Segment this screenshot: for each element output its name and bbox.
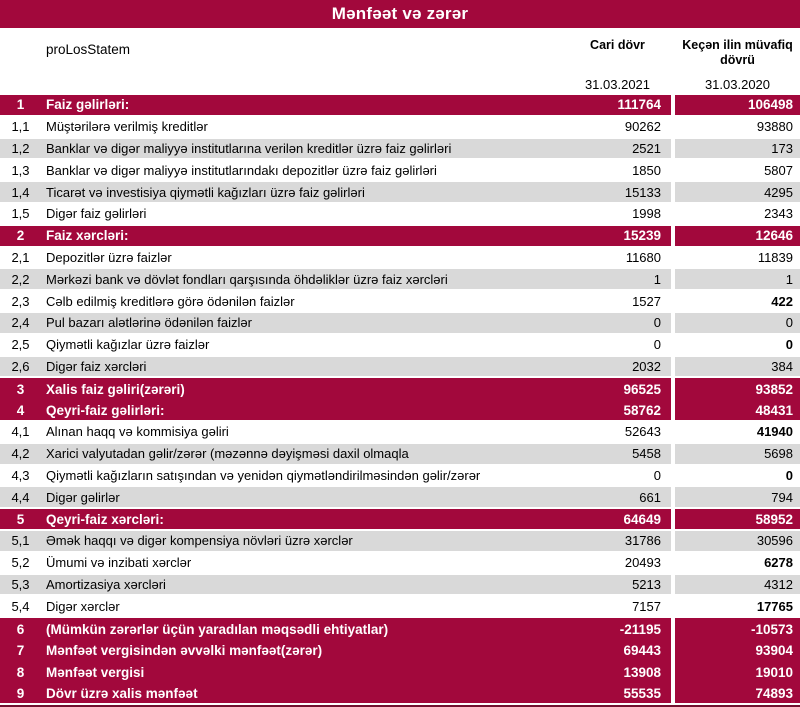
row-label: Digər faiz gəlirləri [46,206,147,222]
row-label: Qeyri-faiz gəlirləri: [46,402,165,418]
section-row [0,226,800,246]
row-label: Pul bazarı alətlərinə ödənilən faizlər [46,315,252,331]
table-row [0,466,800,486]
row-number: 7 [16,643,25,659]
section-row [0,684,800,704]
row-number: 1,2 [11,140,30,156]
row-value-current: 58762 [560,400,675,420]
row-number: 3 [16,381,25,397]
section-row [0,509,800,529]
table-row [0,487,800,507]
row-value-current: 1527 [560,291,675,311]
row-value-current: 0 [560,466,675,486]
row-value-current: 7157 [560,596,675,616]
row-value-current: 661 [560,487,675,507]
row-value-current: 1998 [560,204,675,224]
table-row [0,248,800,268]
row-label: Xarici valyutadan gəlir/zərər (məzənnə dəyişməsi daxil olmaqla [46,446,409,462]
row-label: (Mümkün zərərlər üçün yaradılan məqsədli ehtiyatlar) [46,621,389,637]
row-value-previous: 4312 [764,576,793,592]
row-label: Mərkəzi bank və dövlət fondları qarşısında öhdəliklər üzrə faiz xərcləri [46,271,448,287]
table-row [0,357,800,377]
row-number: 9 [16,685,25,701]
table-body [0,95,800,707]
row-value-current: 96525 [560,378,675,400]
table-row [0,160,800,180]
table-row [0,596,800,616]
header-previous-period-label: Keçən ilin müvafiq dövrü [682,38,793,67]
row-value-previous: 6278 [764,555,793,571]
row-value-previous: 2343 [764,206,793,222]
row-value-current: 111764 [560,95,675,115]
row-value-current: 5213 [560,575,675,595]
section-row [0,95,800,115]
section-row [0,378,800,400]
row-value-previous: 422 [771,293,793,309]
row-value-current: 52643 [560,422,675,442]
row-number: 1,3 [11,162,30,178]
row-value-current: 55535 [560,684,675,704]
row-label: Ümumi və inzibati xərclər [46,555,192,571]
header-current-period-label: Cari dövr [590,38,645,52]
row-number: 2,1 [11,249,30,265]
row-number: 2,2 [11,271,30,287]
row-label: Ticarət və investisiya qiymətli kağızları üzrə faiz gəlirləri [46,184,365,200]
row-number: 4,3 [11,467,30,483]
row-value-previous: 58952 [755,511,793,527]
row-value-previous: 30596 [756,533,793,549]
row-label: Banklar və digər maliyyə institutlarına verilən kreditlər üzrə faiz gəlirləri [46,140,452,156]
row-value-previous: 794 [771,489,793,505]
row-value-previous: 5807 [764,162,793,178]
header-statement-label: proLosStatem [46,42,131,57]
row-value-previous: 173 [771,140,793,156]
row-label: Müştərilərə verilmiş kreditlər [46,119,208,135]
row-label: Cəlb edilmiş kreditlərə görə ödənilən faizlər [46,293,295,309]
header-current-period-date: 31.03.2021 [584,77,651,92]
row-number: 2,5 [11,337,30,353]
row-value-current: 13908 [560,662,675,684]
row-value-previous: 93852 [755,381,793,397]
row-number: 5,4 [11,598,30,614]
row-value-previous: 12646 [755,228,793,244]
row-value-current: -21195 [560,618,675,640]
table-row [0,335,800,355]
row-value-current: 64649 [560,509,675,529]
table-row [0,422,800,442]
row-label: Qeyri-faiz xərcləri: [46,511,164,527]
row-number: 5,1 [11,533,30,549]
row-value-current: 1850 [560,160,675,180]
row-label: Digər gəlirlər [46,489,120,505]
table-row [0,531,800,551]
table-row [0,204,800,224]
header-previous-period [675,31,800,95]
section-row [0,662,800,684]
row-value-previous: 1 [785,271,793,287]
row-number: 2 [16,228,25,244]
row-label: Amortizasiya xərcləri [46,576,166,592]
row-value-previous: 48431 [755,402,793,418]
row-value-previous: 93880 [756,119,793,135]
row-value-previous: 93904 [755,643,793,659]
row-value-previous: 19010 [755,665,793,681]
row-label: Depozitlər üzrə faizlər [46,249,172,265]
row-value-previous: 4295 [764,184,793,200]
row-value-current: 0 [560,313,675,333]
row-value-previous: 0 [785,467,793,483]
row-label: Faiz gəlirləri: [46,97,130,113]
row-value-previous: 0 [785,315,793,331]
row-label: Mənfəət vergisindən əvvəlki mənfəət(zərər) [46,643,323,659]
row-number: 5 [16,511,25,527]
header-previous-period-date: 31.03.2020 [704,77,771,92]
row-label: Digər faiz xərcləri [46,358,147,374]
row-number: 8 [16,665,25,681]
page-title: Mənfəət və zərər [0,0,800,28]
row-number: 5,3 [11,576,30,592]
row-value-current: 1 [560,269,675,289]
row-label: Digər xərclər [46,598,120,614]
row-label: Banklar və digər maliyyə institutlarındakı depozitlər üzrə faiz gəlirləri [46,162,437,178]
row-value-current: 15133 [560,182,675,202]
row-label: Faiz xərcləri: [46,228,129,244]
row-number: 4,2 [11,446,30,462]
table-row [0,291,800,311]
section-row [0,400,800,420]
row-value-current: 90262 [560,117,675,137]
row-value-previous: -10573 [750,621,793,637]
row-value-previous: 41940 [756,424,793,440]
row-label: Mənfəət vergisi [46,665,145,681]
row-value-previous: 106498 [747,97,793,113]
row-label: Xalis faiz gəliri(zərəri) [46,381,185,397]
section-row [0,618,800,640]
row-number: 4,4 [11,489,30,505]
row-value-current: 11680 [560,248,675,268]
table-row [0,269,800,289]
row-value-current: 69443 [560,640,675,662]
table-header [0,31,800,95]
table-row [0,182,800,202]
table-row [0,139,800,159]
table-row [0,313,800,333]
row-label: Əmək haqqı və digər kompensiya növləri üzrə xərclər [46,533,353,549]
row-number: 2,4 [11,315,30,331]
row-label: Alınan haqq və kommisiya gəliri [46,424,229,440]
row-value-current: 5458 [560,444,675,464]
table-row [0,117,800,137]
row-label: Dövr üzrə xalis mənfəət [46,685,198,701]
row-value-current: 15239 [560,226,675,246]
row-value-previous: 17765 [756,598,793,614]
table-row [0,553,800,573]
row-value-previous: 5698 [764,446,793,462]
row-value-current: 31786 [560,531,675,551]
row-number: 1,1 [11,119,30,135]
row-number: 6 [16,621,25,637]
section-row [0,640,800,662]
row-value-current: 2032 [560,357,675,377]
row-label: Qiymətli kağızların satışından və yenidən qiymətləndirilməsindən gəlir/zərər [46,467,481,483]
row-value-previous: 384 [771,358,793,374]
row-label: Qiymətli kağızlar üzrə faizlər [46,337,210,353]
row-number: 1 [16,97,25,113]
table-row [0,575,800,595]
row-number: 1,5 [11,206,30,222]
row-value-previous: 0 [785,337,793,353]
row-number: 5,2 [11,555,30,571]
row-number: 2,6 [11,358,30,374]
row-number: 4 [16,402,25,418]
row-value-current: 20493 [560,553,675,573]
header-current-period [560,31,675,95]
row-number: 1,4 [11,184,30,200]
row-value-current: 2521 [560,139,675,159]
row-number: 2,3 [11,293,30,309]
row-value-previous: 74893 [755,685,793,701]
row-value-current: 0 [560,335,675,355]
row-number: 4,1 [11,424,30,440]
row-value-previous: 11839 [757,249,793,265]
table-row [0,444,800,464]
